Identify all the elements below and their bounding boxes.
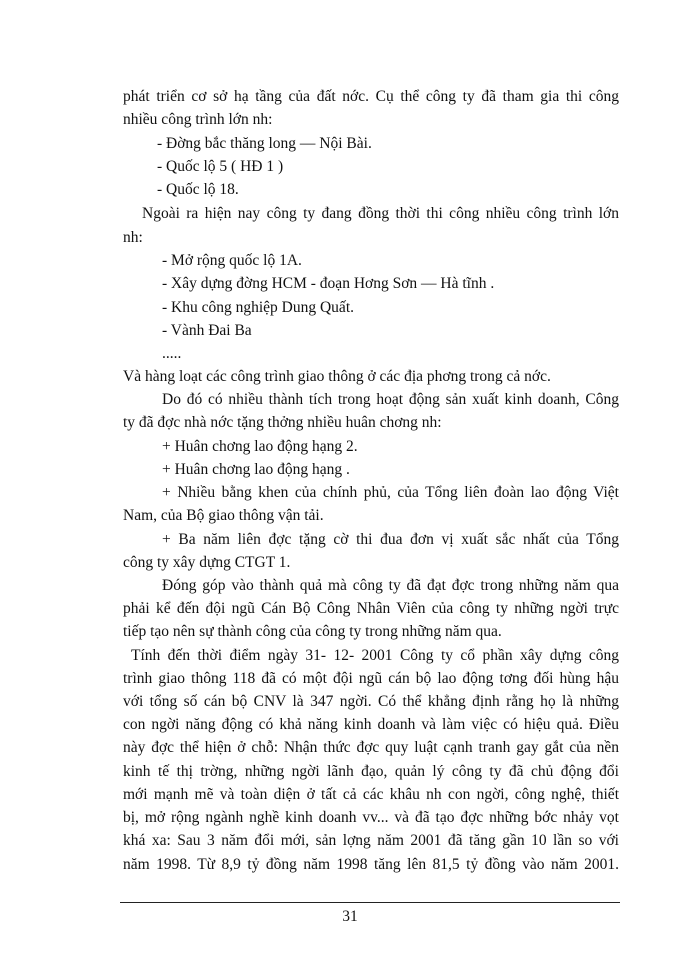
text-line: ty đã đợc nhà nớc tặng thởng nhiều huân chơng nh: xyxy=(123,414,442,431)
text-line: Do đó có nhiều thành tích trong hoạt động sản xuất kinh doanh, Công xyxy=(162,391,619,408)
text-line: Tính đến thời điểm ngày 31- 12- 2001 Công ty cổ phần xây dựng công xyxy=(131,647,619,664)
text-line: Ngoài ra hiện nay công ty đang đồng thời thi công nhiều công trình lớn xyxy=(142,205,619,222)
text-line: trình giao thông 118 đã có một đội ngũ cán bộ lao động tơng đối hùng hậu xyxy=(123,670,619,687)
text-line: mới mạnh mẽ và toàn diện ở tất cả các khâu nh con ngời, công nghệ, thiết xyxy=(123,786,619,803)
text-line: này đợc thể hiện ở chỗ: Nhận thức đợc quy luật cạnh tranh gay gắt của nền xyxy=(123,739,619,756)
text-line: bị, mở rộng ngành nghề kinh doanh vv... và đã tạo đợc những bớc nhảy vọt xyxy=(123,809,619,826)
text-line: tiếp tạo nên sự thành công của công ty trong những năm qua. xyxy=(123,623,502,640)
list-item: - Khu công nghiệp Dung Quất. xyxy=(162,299,354,316)
text-line: phải kể đến đội ngũ Cán Bộ Công Nhân Viên của công ty những ngời trực xyxy=(123,600,619,617)
list-item: - Xây dựng đờng HCM - đoạn Hơng Sơn — Hà tĩnh . xyxy=(162,275,495,292)
text-line: Và hàng loạt các công trình giao thông ở các địa phơng trong cả nớc. xyxy=(123,368,551,385)
list-item: - Đờng bắc thăng long — Nội Bài. xyxy=(157,135,372,152)
list-item: - Mở rộng quốc lộ 1A. xyxy=(162,252,302,269)
text-line: khá xa: Sau 3 năm đổi mới, sản lợng năm 2001 đã tăng gần 10 lần so với xyxy=(123,832,619,849)
list-item: - Vành Đai Ba xyxy=(162,322,252,339)
list-item: - Quốc lộ 18. xyxy=(157,181,239,198)
text-line: Nam, của Bộ giao thông vận tải. xyxy=(123,507,324,524)
text-line: con ngời năng động có khả năng kinh doanh và làm việc có hiệu quả. Điều xyxy=(123,716,619,733)
text-line: công ty xây dựng CTGT 1. xyxy=(123,554,291,571)
footer-divider xyxy=(120,902,620,903)
text-line: năm 1998. Từ 8,9 tỷ đồng năm 1998 tăng lên 81,5 tỷ đồng vào năm 2001. xyxy=(123,856,619,873)
text-line: phát triển cơ sở hạ tầng của đất nớc. Cụ thể công ty đã tham gia thi công xyxy=(123,88,619,105)
text-line: Đóng góp vào thành quả mà công ty đã đạt đợc trong những năm qua xyxy=(162,577,619,594)
list-item: + Huân chơng lao động hạng . xyxy=(162,461,350,478)
list-item: + Nhiều bằng khen của chính phủ, của Tổng liên đoàn lao động Việt xyxy=(162,484,619,501)
list-item: + Ba năm liên đợc tặng cờ thi đua đơn vị xuất sắc nhất của Tổng xyxy=(162,531,619,548)
ellipsis-line: ..... xyxy=(162,345,182,362)
text-line: với tổng số cán bộ CNV là 347 ngời. Có thể khẳng định rằng họ là những xyxy=(123,693,619,710)
list-item: - Quốc lộ 5 ( HĐ 1 ) xyxy=(157,158,284,175)
text-line: nhiều công trình lớn nh: xyxy=(123,111,273,128)
list-item: + Huân chơng lao động hạng 2. xyxy=(162,438,358,455)
text-line: nh: xyxy=(123,229,143,246)
page-number: 31 xyxy=(342,908,358,925)
text-line: kinh tế thị trờng, những ngời lãnh đạo, quản lý công ty đã chủ động đổi xyxy=(123,763,619,780)
